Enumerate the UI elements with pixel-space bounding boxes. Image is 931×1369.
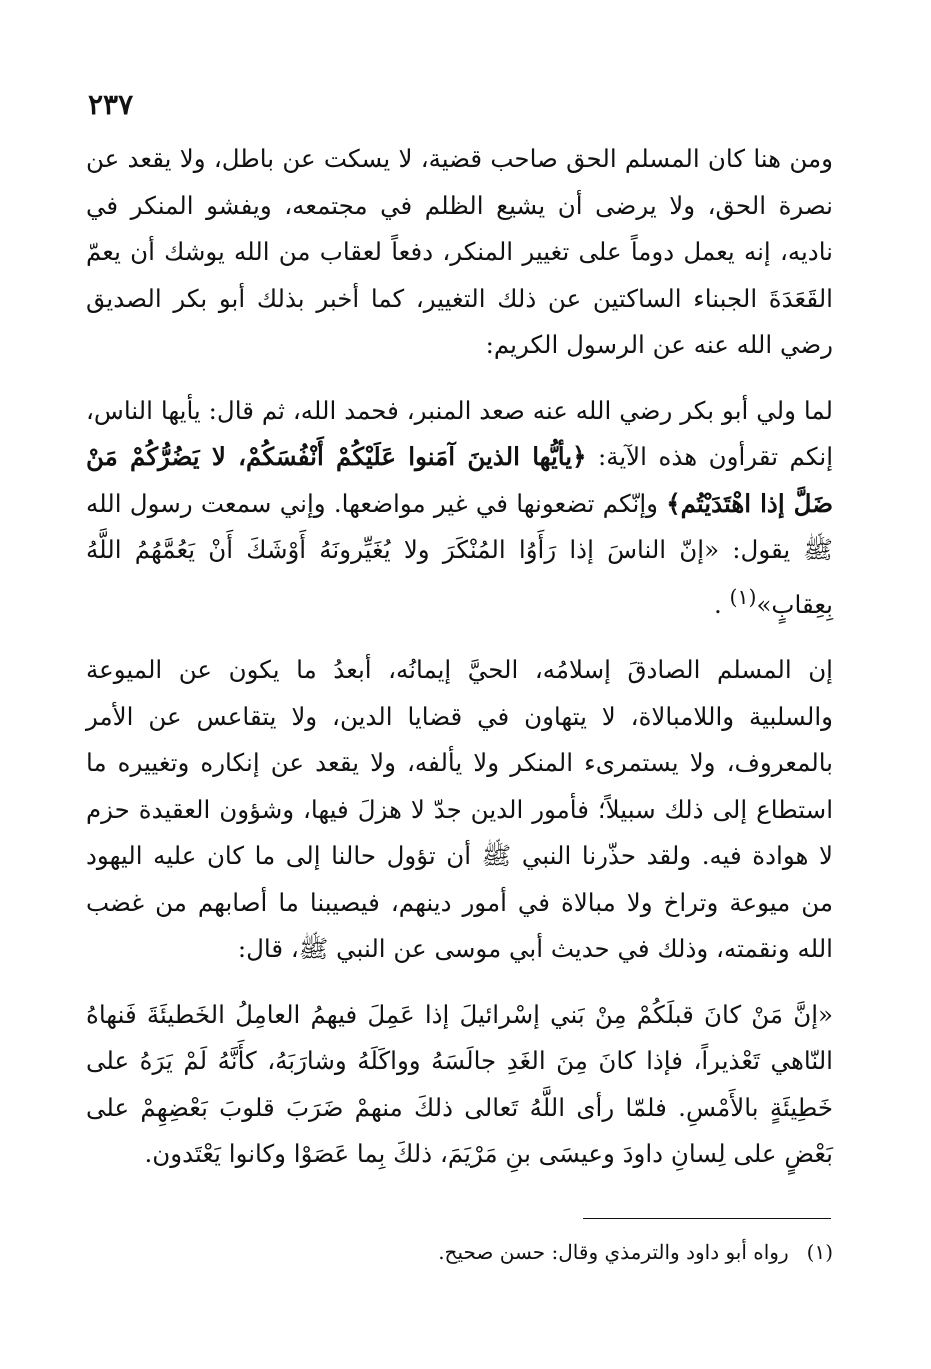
narration-end: . (713, 589, 722, 619)
footnote-number: (١) (806, 1240, 833, 1264)
footnote-marker: (١) (729, 584, 757, 609)
footnote (86, 1236, 833, 1268)
narration-text: لما ولي أبو بكر رضي الله عنه صعد المنبر، فحمد الله، ثم قال: يأيها الناس، إنكم تقرأون هذه الآية: (86, 395, 834, 471)
paragraph-sincere-muslim: إن المسلم الصادقَ إسلامُه، الحيَّ إيمانُه، أبعدُ ما يكون عن الميوعة والسلبية واللامبالاة، لا يتهاون في قضايا الدين، ولا يتقاعس عن الأمر بالمعروف، ولا يستمرىء المنكر ولا يألفه، ولا يقعد عن إنكاره وتغييره ما استطاع إلى ذلك سبيلاً؛ فأمور الدين جدّ لا هزلَ فيها، وشؤون العقيدة حزم لا هوادة فيه. ولقد حذّرنا النبي ﷺ أن تؤول حالنا إلى ما كان عليه اليهود من ميوعة وتراخ ولا مبالاة في أمور دينهم، فيصيبنا ما أصابهم من غضب الله ونقمته، وذلك في حديث أبي موسى عن النبي ﷺ، قال: (86, 655, 833, 964)
narration-text-continued: وإنّكم تضعونها في غير مواضعها. وإني سمعت رسول الله ﷺ يقول: «إنّ الناسَ إذا رَأَوُا المُنْكَرَ ولا يُغَيِّرونَهُ أَوْشَكَ أَنْ يَعُمَّهُمُ اللَّهُ بِعِقابٍ» (86, 488, 833, 619)
paragraph-abu-bakr-narration (86, 388, 833, 629)
paragraph-hadith: «إنَّ مَنْ كانَ قبلَكُمْ مِنْ بَني إسْرائيلَ إذا عَمِلَ فيهمُ العامِلُ الخَطيئَةَ فَنهاهُ النّاهي تَعْذيراً، فإذا كانَ مِنَ الغَدِ جالَسَهُ وواكَلَهُ وشارَبَهُ، كأَنَّهُ لَمْ يَرَهُ على خَطِيئَةٍ بالأَمْسِ. فلمّا رأى اللَّهُ تَعالى ذلكَ منهمْ ضَرَبَ قلوبَ بَعْضِهِمْ على بَعْضٍ على لِسانِ داودَ وعيسَى بنِ مَرْيَمَ، ذلكَ بِما عَصَوْا وكانوا يَعْتَدون. (86, 999, 833, 1169)
footnote-text: رواه أبو داود والترمذي وقال: حسن صحيح. (438, 1240, 789, 1264)
quran-verse: ﴿يأيُّها الذينَ آمَنوا عَلَيْكُمْ أَنْفُسَكُمْ، لا يَضُرُّكُمْ مَنْ ضَلَّ إذا اهْتَدَيْتُم﴾ (86, 442, 833, 518)
page-number: ٢٣٧ (88, 88, 134, 121)
paragraph-intro: ومن هنا كان المسلم الحق صاحب قضية، لا يسكت عن باطل، ولا يقعد عن نصرة الحق، ولا يرضى أن يشيع الظلم في مجتمعه، ويفشو المنكر في ناديه، إنه يعمل دوماً على تغيير المنكر، دفعاً لعقاب من الله يوشك أن يعمّ القَعَدَةَ الجبناء الساكتين عن ذلك التغيير، كما أخبر بذلك أبو بكر الصديق رضي الله عنه عن الرسول الكريم: (86, 144, 833, 359)
footnote-divider (583, 1218, 831, 1219)
body-text (86, 136, 833, 1178)
